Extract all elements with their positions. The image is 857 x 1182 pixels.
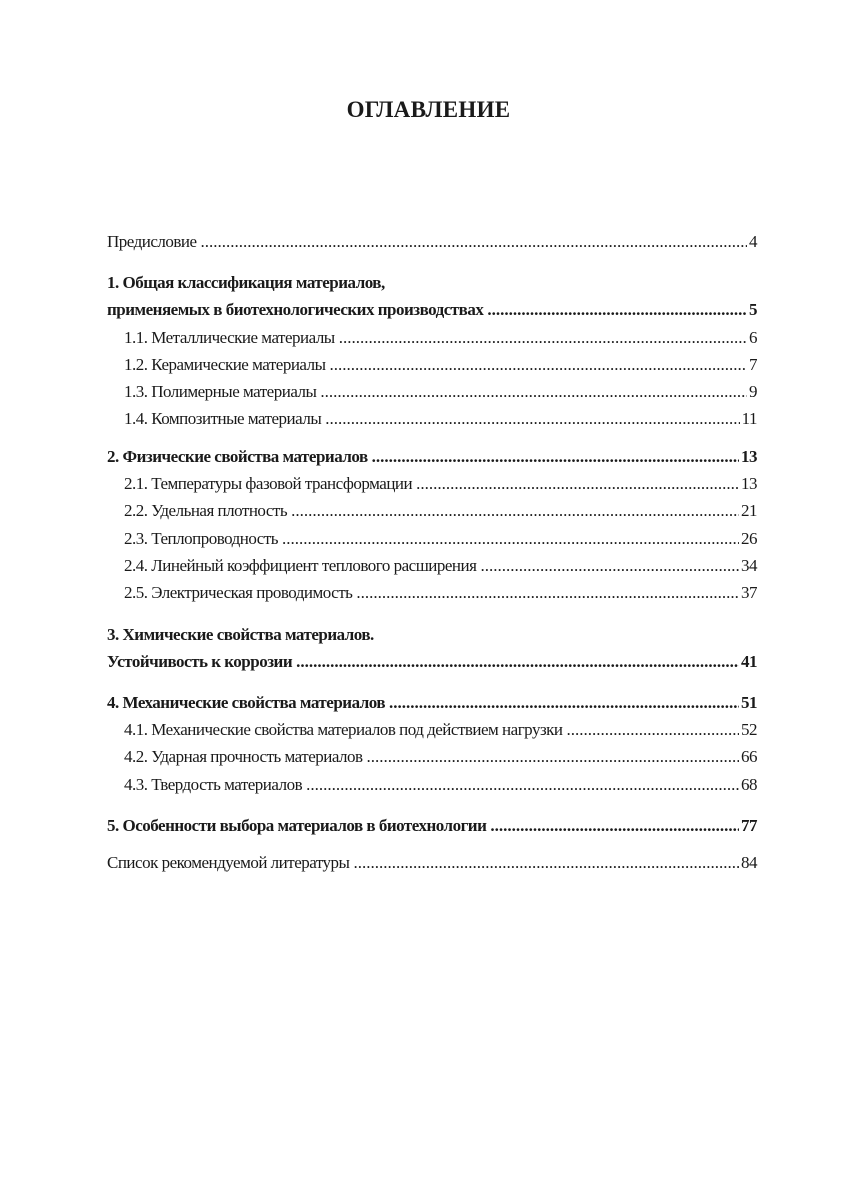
toc-entry-label: 2.4. Линейный коэффициент теплового расширения [124, 555, 477, 575]
toc-page-number: 84 [741, 853, 757, 873]
toc-page-number: 37 [741, 583, 757, 603]
toc-entry-label: 5. Особенности выбора материалов в биотехнологии [107, 816, 487, 836]
toc-entry-section-2-5[interactable] [107, 579, 757, 606]
toc-entry-label: 1. Общая классификация материалов, [107, 273, 385, 293]
toc-entry-section-4-3[interactable] [107, 771, 757, 798]
toc-entry-label: 1.2. Керамические материалы [124, 354, 326, 374]
dot-leader [306, 771, 739, 798]
toc-entry-label: 2.3. Теплопроводность [124, 528, 279, 548]
toc-entry-label-continued: Устойчивость к коррозии [107, 651, 293, 671]
toc-entry-section-1-1[interactable] [107, 324, 757, 351]
page-title: ОГЛАВЛЕНИЕ [346, 97, 511, 122]
toc-page-number: 68 [741, 774, 757, 794]
toc-entry-section-2-1[interactable] [107, 470, 757, 497]
toc-entry-label: 2.2. Удельная плотность [124, 501, 288, 521]
toc-entry-chapter-4[interactable] [107, 689, 757, 716]
toc-entry-label: 2. Физические свойства материалов [107, 446, 368, 466]
dot-leader [490, 812, 739, 839]
toc-entry-label: 4.1. Механические свойства материалов под действием нагрузки [124, 720, 563, 740]
toc-entry-label: 4.2. Ударная прочность материалов [124, 747, 363, 767]
toc-entry-label: 1.3. Полимерные материалы [124, 382, 317, 402]
toc-entry-section-4-1[interactable] [107, 716, 757, 743]
dot-leader [416, 470, 739, 497]
toc-entry-section-2-2[interactable] [107, 497, 757, 524]
dot-leader [353, 849, 739, 876]
dot-leader [372, 443, 739, 470]
toc-entry-label: 2.1. Температуры фазовой трансформации [124, 474, 413, 494]
toc-entry-label: 4. Механические свойства материалов [107, 692, 386, 712]
dot-leader [567, 716, 739, 743]
toc-page-number: 11 [741, 409, 757, 429]
dot-leader [320, 378, 747, 405]
toc-page-number: 21 [741, 501, 757, 521]
toc-entry-references[interactable] [107, 849, 757, 876]
toc-page-number: 41 [741, 651, 757, 671]
toc-page-number: 9 [749, 382, 757, 402]
toc-page-number: 77 [741, 816, 757, 836]
toc-entry-label: 1.4. Композитные материалы [124, 409, 322, 429]
toc-page-number: 13 [741, 474, 757, 494]
toc-entry-label: 2.5. Электрическая проводимость [124, 583, 353, 603]
dot-leader [201, 228, 747, 255]
toc-entry-label: Список рекомендуемой литературы [107, 853, 350, 873]
toc-entry-chapter-5[interactable] [107, 812, 757, 839]
toc-entry-section-1-4[interactable] [107, 405, 757, 432]
dot-leader [367, 743, 739, 770]
dot-leader [389, 689, 739, 716]
dot-leader [325, 405, 739, 432]
dot-leader [356, 579, 739, 606]
toc-entry-chapter-2[interactable] [107, 443, 757, 470]
toc-page-number: 51 [741, 692, 757, 712]
toc-page-number: 7 [749, 354, 757, 374]
toc-page-number: 5 [749, 300, 757, 320]
toc-entry-section-2-3[interactable] [107, 525, 757, 552]
dot-leader [330, 351, 747, 378]
toc-entry-label: 4.3. Твердость материалов [124, 774, 303, 794]
dot-leader [487, 296, 747, 323]
dot-leader [480, 552, 739, 579]
toc-entry-label-continued: применяемых в биотехнологических производствах [107, 300, 484, 320]
dot-leader [296, 648, 739, 675]
toc-entry-section-4-2[interactable] [107, 743, 757, 770]
toc-page-number: 66 [741, 747, 757, 767]
toc-page-number: 34 [741, 555, 757, 575]
toc-page-number: 26 [741, 528, 757, 548]
toc-entry-section-1-3[interactable] [107, 378, 757, 405]
toc-entry-section-2-4[interactable] [107, 552, 757, 579]
toc-page-number: 4 [749, 232, 757, 251]
toc-page-number: 6 [749, 327, 757, 347]
toc-entry-label: 1.1. Металлические материалы [124, 327, 335, 347]
dot-leader [282, 525, 739, 552]
toc-entry-chapter-3[interactable] [107, 621, 757, 675]
dot-leader [291, 497, 739, 524]
toc-entry-label: Предисловие [107, 232, 197, 251]
toc-page-number: 13 [741, 446, 757, 466]
toc-page-number: 52 [741, 720, 757, 740]
toc-entry-section-1-2[interactable] [107, 351, 757, 378]
table-of-contents [107, 228, 757, 877]
toc-entry-label: 3. Химические свойства материалов. [107, 624, 374, 644]
dot-leader [339, 324, 747, 351]
toc-entry-preface[interactable] [107, 228, 757, 255]
toc-entry-chapter-1[interactable] [107, 269, 757, 323]
